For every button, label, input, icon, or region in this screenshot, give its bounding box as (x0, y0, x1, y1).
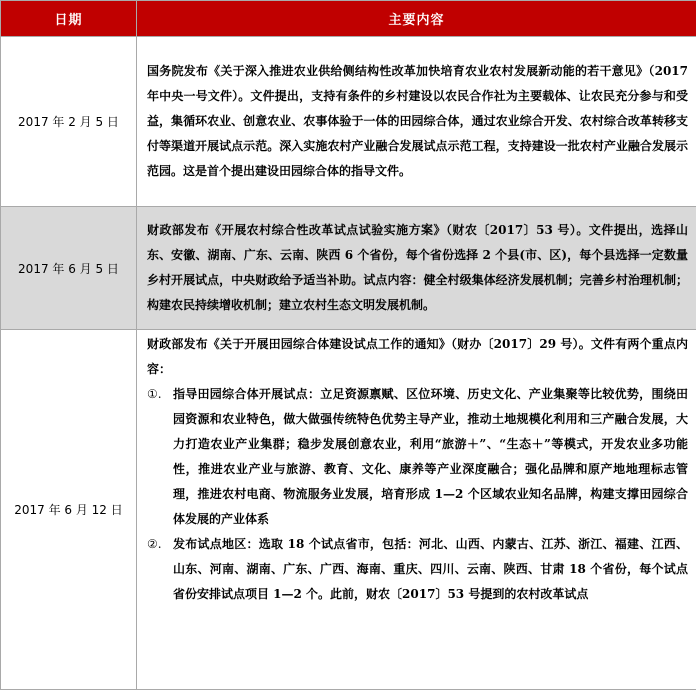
list-item-text: 发布试点地区：选取 18 个试点省市，包括：河北、山西、内蒙古、江苏、浙江、福建、江西、山东、河南、湖南、广东、广西、海南、重庆、四川、云南、陕西、甘肃 18 个省份，每个试点省份安排试点项目 1—2 个。此前，财农〔2017〕53 号提到的农村改革试点 (173, 532, 688, 607)
content-cell: 财政部发布《开展农村综合性改革试点试验实施方案》（财农〔2017〕53 号）。文件提出，选择山东、安徽、湖南、广东、云南、陕西 6 个省份，每个省份选择 2 个县(市、区)，每个县选择一定数量乡村开展试点，中央财政给予适当补助。试点内容：健全村级集体经济发展机制；完善乡村治理机制；构建农民持续增收机制；建立农村生态文明发展机制。 (137, 207, 696, 330)
list-item-marker: ②. (147, 532, 173, 557)
content-intro: 财政部发布《关于开展田园综合体建设试点工作的通知》（财办〔2017〕29 号）。文件有两个重点内容： (147, 332, 688, 382)
date-cell: 2017 年 6 月 5 日 (1, 207, 137, 330)
list-item-marker: ①. (147, 382, 173, 407)
table-row (1, 330, 696, 690)
content-column-header: 主要内容 (137, 1, 696, 37)
list-item (147, 382, 688, 532)
date-cell: 2017 年 6 月 12 日 (1, 330, 137, 690)
content-cell (137, 330, 696, 690)
date-column-header: 日期 (1, 1, 137, 37)
list-item (147, 532, 688, 607)
content-cell: 国务院发布《关于深入推进农业供给侧结构性改革加快培育农业农村发展新动能的若干意见》（2017 年中央一号文件）。文件提出，支持有条件的乡村建设以农民合作社为主要载体、让农民充分参与和受益，集循环农业、创意农业、农事体验于一体的田园综合体，通过农业综合开发、农村综合改革转移支付等渠道开展试点示范。深入实施农村产业融合发展试点示范工程，支持建设一批农村产业融合发展示范园。这是首个提出建设田园综合体的指导文件。 (137, 37, 696, 207)
table-header-row (1, 1, 696, 37)
table-row (1, 37, 696, 207)
table-row (1, 207, 696, 330)
list-item-text: 指导田园综合体开展试点：立足资源禀赋、区位环境、历史文化、产业集聚等比较优势，围绕田园资源和农业特色，做大做强传统特色优势主导产业，推动土地规模化利用和三产融合发展，大力打造农业产业集群；稳步发展创意农业，利用“旅游＋”、“生态＋”等模式，开发农业多功能性，推进农业产业与旅游、教育、文化、康养等产业深度融合；强化品牌和原产地地理标志管理，推进农村电商、物流服务业发展，培育形成 1—2 个区域农业知名品牌，构建支撑田园综合体发展的产业体系 (173, 382, 688, 532)
date-cell: 2017 年 2 月 5 日 (1, 37, 137, 207)
